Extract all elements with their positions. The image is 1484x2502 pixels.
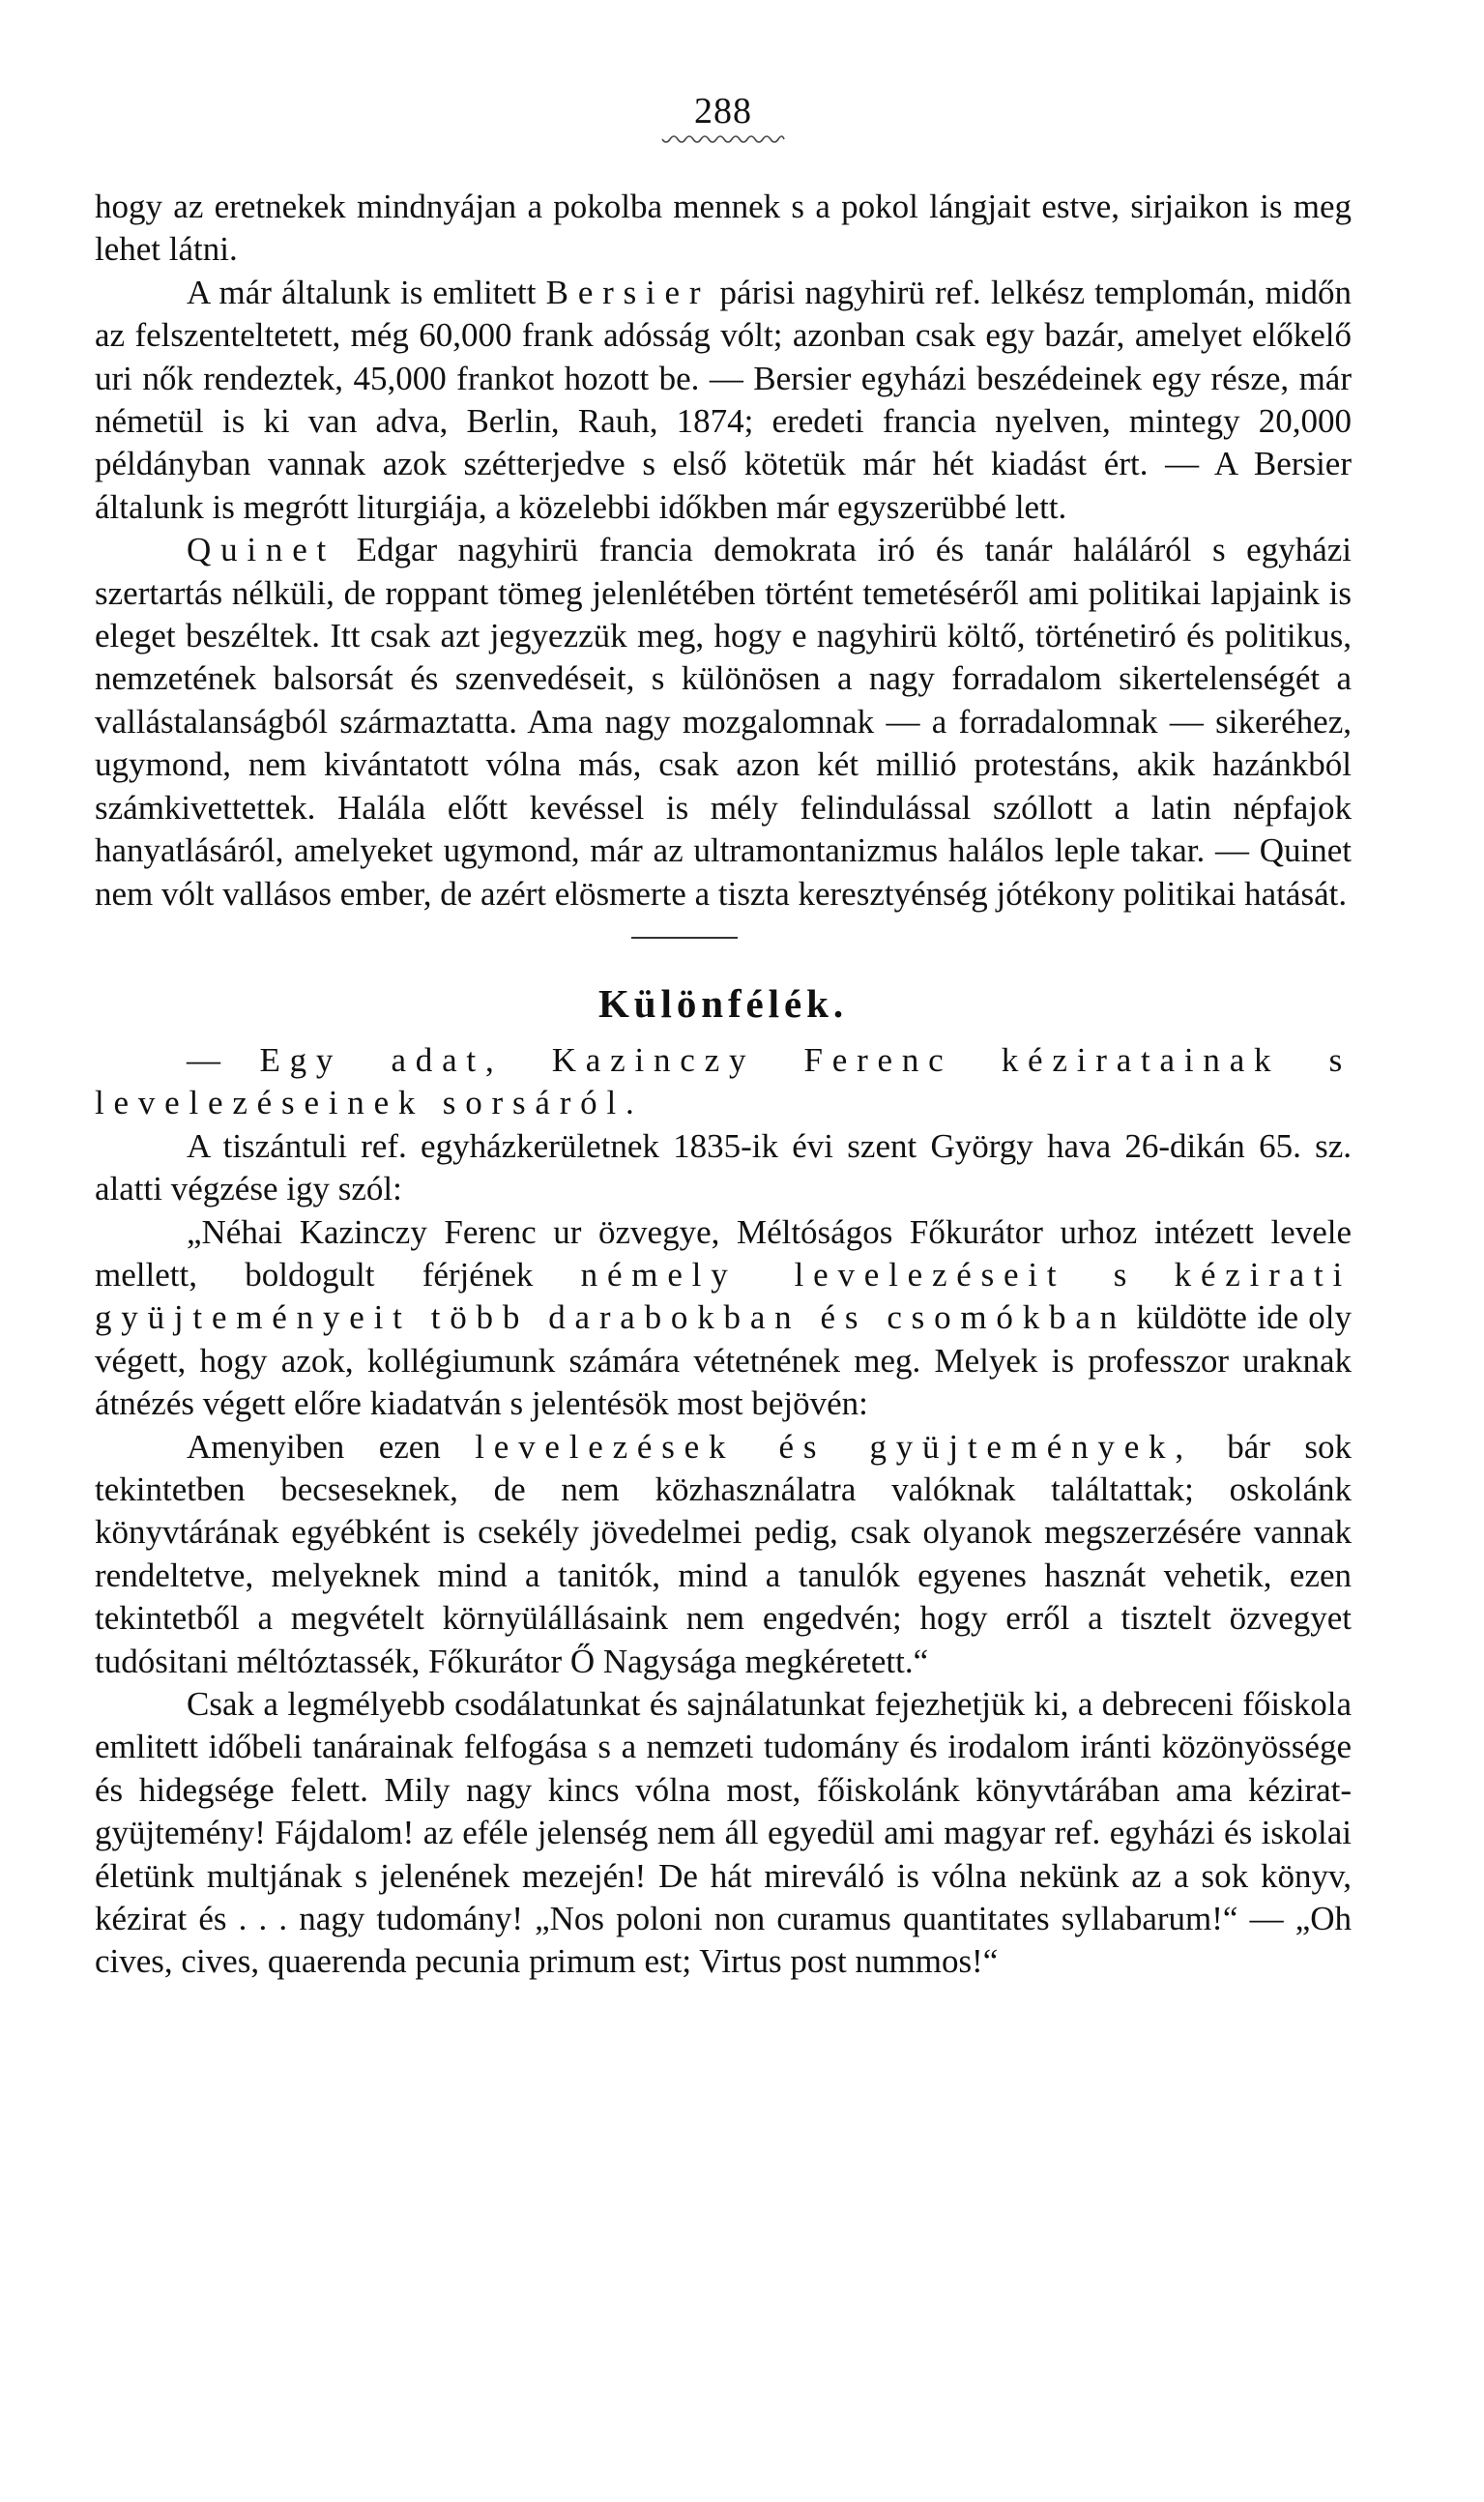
article-title: Egy adat, Kazinczy Ferenc kéziratainak s levelezéseinek sorsáról. xyxy=(95,1040,1352,1122)
spaced-name-quinet: Quinet xyxy=(187,531,336,569)
paragraph-text: A tiszántuli ref. egyházkerületnek 1835-ik évi szent György hava 26-dikán 65. sz. alatti végzése igy szól: xyxy=(95,1126,1352,1208)
spaced-phrase-levelezesek: levelezések és gyüjtemények, xyxy=(475,1427,1193,1466)
spaced-phrase-levelezeseit: némely levelezéseit xyxy=(580,1255,1066,1294)
paragraph-text: „Néhai Kazinczy Ferenc ur özvegye, Méltóságos Főkurátor urhoz intézett levele mellett, boldogult férjének xyxy=(95,1212,1352,1294)
paragraph-text: Csak a legmélyebb csodálatunkat és sajnálatunkat fejezhetjük ki, a debreceni főiskola emlitett időbeli tanárainak felfogása s a nemzeti tudomány és irodalom iránti közönyössége és hidegsége felett. Mily nagy kincs vólna most, főiskolánk könyvtárában ama kézirat-gyüjtemény! Fájdalom! az eféle jelenség nem áll egyedül ami magyar ref. egyházi és iskolai életünk multjának s jelenének mezején! De hát mireváló is vólna nekünk az a sok könyv, kézirat és . . . nagy tudomány! „Nos poloni non curamus quantitates syllabarum!“ — „Oh cives, cives, quaerenda pecunia primum est; Virtus post nummos!“ xyxy=(95,1685,1352,1981)
paragraph-bersier xyxy=(95,272,1352,529)
paragraph-text: Amenyiben ezen xyxy=(187,1427,441,1466)
paragraph-text: bár sok tekintetben becseseknek, de nem közhasználatra valóknak találtattak; oskolánk könyvtárának egyébként is csekély jövedelmei pedig, csak olyanok megszerzésére vannak rendeltetve, melyeknek mind a tanitók, mind a tanulók egyenes hasznát vehetik, ezen tekintetből a megvételt környülállásaink nem engedvén; hogy erről a tisztelt özvegyet tudósitani méltóztassék, Főkurátor Ő Nagysága megkéretett.“ xyxy=(95,1427,1353,1680)
section-title: Különfélék. xyxy=(598,980,848,1026)
paragraph-quinet xyxy=(95,529,1352,916)
paragraph-opening xyxy=(95,186,1352,272)
paragraph-text: Edgar nagyhirü francia demokrata iró és tanár haláláról s egyházi szertartás nélküli, de roppant tömeg jelenlétében történt temetéséről ami politikai lapjaink is eleget beszéltek. Itt csak azt jegyezzük meg, hogy e nagyhirü költő, történetiró és politikus, nemzetének balsorsát és szenvedéseit, s különösen a nagy forradalom sikertelenségét a vallástalanságból származtatta. Ama nagy mozgalomnak — a forradalomnak — sikeréhez, ugymond, nem kivántatott vólna más, csak azon két millió protestáns, akik hazánkból számkivettettek. Halála előtt kevéssel is mély felindulással szóllott a latin népfajok hanyatlásáról, amelyeket ugymond, már az ultramontanizmus halálos leple takar. — Quinet nem vólt vallásos ember, de azért elösmerte a tiszta keresztyénség jótékony politikai hatását. xyxy=(95,531,1352,913)
spaced-name-bersier: Bersier xyxy=(545,273,711,311)
paragraph-text: s xyxy=(1113,1255,1127,1294)
paragraph-text: párisi nagyhirü ref. lelkész templomán, midőn az felszenteltetett, még 60,000 frank adósság vólt; azonban csak egy bazár, amelyet előkelő uri nők rendeztek, 45,000 frankot hozott be. — Bersier egyházi beszédeinek egy része, már németül is ki van adva, Berlin, Rauh, 1874; eredeti francia nyelven, mintegy 20,000 példányban vannak azok szétterjedve s első kötetük már hét kiadást ért. — A Bersier általunk is megrótt liturgiája, a közelebbi időkben már egyszerübbé lett. xyxy=(95,273,1353,526)
page-number: 288 xyxy=(694,91,752,131)
paragraph-quote-end xyxy=(95,1426,1352,1683)
section-separator xyxy=(631,937,738,939)
paragraph-text: A már általunk is emlitett xyxy=(187,273,537,311)
paragraph-quote-start xyxy=(95,1211,1352,1426)
wavy-ornament-icon xyxy=(660,135,786,147)
book-page xyxy=(95,89,1352,2477)
spaced-phrase-gyujtemenyeit: kézirati gyüjteményeit több darabokban és csomókban xyxy=(95,1255,1353,1337)
paragraph-text: hogy az eretnekek mindnyájan a pokolba mennek s a pokol lángjait estve, sirjaikon is meg lehet látni. xyxy=(95,188,1352,269)
paragraph-closing xyxy=(95,1683,1352,1984)
paragraph-text: küldötte ide oly végett, hogy azok, kollégiumunk számára vétetnének meg. Melyek is professzor uraknak átnézés végett előre kiadatván s jelentésök most bejövén: xyxy=(95,1298,1352,1423)
article-heading xyxy=(95,1039,1352,1125)
heading-dash: — xyxy=(187,1040,260,1079)
paragraph-resolution xyxy=(95,1125,1352,1211)
